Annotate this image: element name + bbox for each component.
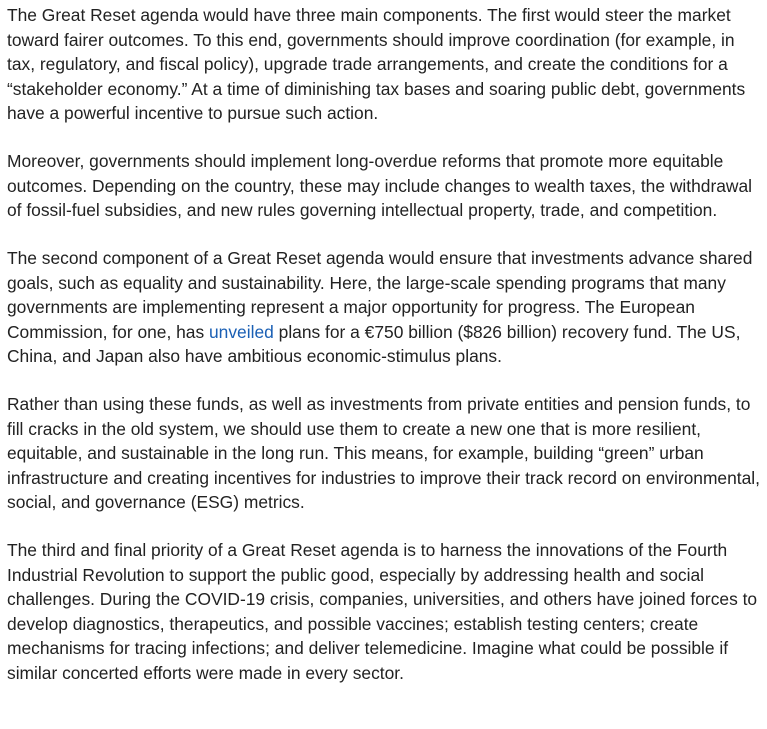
paragraph-second-component-text-before: The second component of a Great Reset agenda would ensure that investments advance shared goals, such as equality and sustainability. Here, the large-scale spending programs that many governments are implementing represent a major opportunity for progress. The European Commission, for one, has — [7, 248, 753, 342]
paragraph-second-component-text-after: plans for a €750 billion ($826 billion) recovery fund. The US, China, and Japan also have ambitious economic-stimulus plans. — [7, 321, 741, 366]
article-body — [7, 3, 762, 709]
paragraph-funds-usage: Rather than using these funds, as well as investments from private entities and pension funds, to fill cracks in the old system, we should use them to create a new one that is more resilient, equitable, and sustainable in the long run. This means, for example, building “green” urban infrastructure and creating incentives for industries to improve their track record on environmental, social, and governance (ESG) metrics. — [7, 394, 760, 512]
paragraph-third-priority: The third and final priority of a Great Reset agenda is to harness the innovations of the Fourth Industrial Revolution to support the public good, especially by addressing health and social challenges. During the COVID-19 crisis, companies, universities, and others have joined forces to develop diagnostics, therapeutics, and possible vaccines; establish testing centers; create mechanisms for tracing infections; and deliver telemedicine. Imagine what could be possible if similar concerted efforts were made in every sector. — [7, 540, 758, 683]
paragraph-second-component — [7, 246, 762, 369]
paragraph-three-components: The Great Reset agenda would have three main components. The first would steer the market toward fairer outcomes. To this end, governments should improve coordination (for example, in tax, regulatory, and fiscal policy), upgrade trade arrangements, and create the conditions for a “stakeholder economy.” At a time of diminishing tax bases and soaring public debt, governments have a powerful incentive to pursue such action. — [7, 5, 746, 123]
unveiled-link[interactable]: unveiled — [209, 321, 274, 342]
paragraph-reforms: Moreover, governments should implement long-overdue reforms that promote more equitable outcomes. Depending on the country, these may include changes to wealth taxes, the withdrawal of fossil-fuel subsidies, and new rules governing intellectual property, trade, and competition. — [7, 151, 753, 220]
